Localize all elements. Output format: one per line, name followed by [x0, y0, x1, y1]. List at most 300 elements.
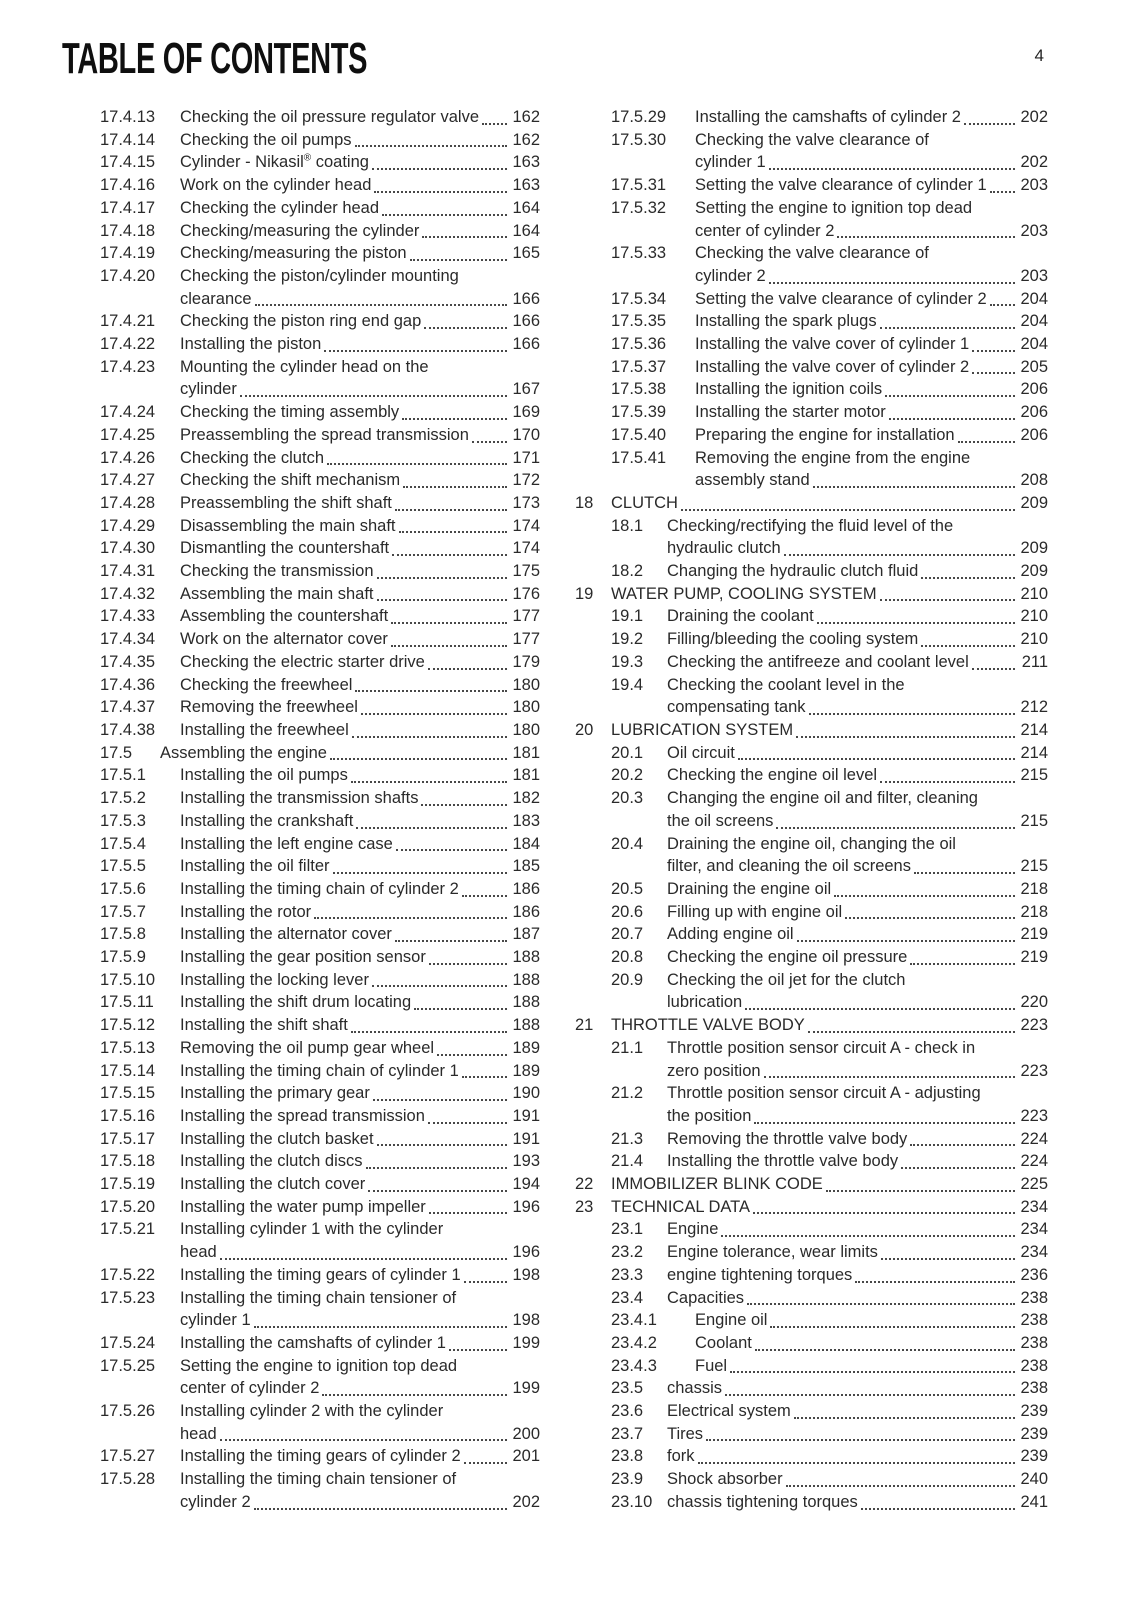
- toc-entry-page: 170: [512, 425, 540, 444]
- toc-entry-title: Installing the gear position sensor: [180, 948, 426, 967]
- toc-entry: [100, 651, 540, 674]
- dot-leader: [482, 106, 507, 125]
- toc-entry: [575, 787, 1048, 832]
- toc-entry: [100, 515, 540, 538]
- toc-entry-title: Checking the clutch: [180, 448, 324, 467]
- toc-entry-page: 198: [512, 1265, 540, 1284]
- toc-entry-page: 164: [512, 198, 540, 217]
- toc-entry-title: zero position: [667, 1061, 761, 1080]
- toc-entry-page: 174: [512, 539, 540, 558]
- toc-entry-title: Installing the timing chain of cylinder 1: [180, 1061, 459, 1080]
- toc-entry-title: Installing the valve cover of cylinder 1: [695, 335, 970, 354]
- toc-entry-page: 238: [1020, 1379, 1048, 1398]
- dot-leader: [449, 1332, 507, 1351]
- dot-leader: [808, 1014, 1015, 1033]
- toc-entry-page: 175: [512, 562, 540, 581]
- toc-entry-title: Installing the clutch basket: [180, 1129, 374, 1148]
- dot-leader: [826, 1173, 1015, 1192]
- dot-leader: [396, 833, 507, 852]
- toc-entry: [100, 674, 540, 697]
- toc-entry-page: 209: [1020, 562, 1048, 581]
- toc-entry-page: 203: [1020, 221, 1048, 240]
- dot-leader: [764, 1060, 1015, 1079]
- toc-entry-title-line: Checking the valve clearance of: [695, 244, 929, 263]
- toc-entry-title-line: Checking the coolant level in the: [667, 675, 905, 694]
- toc-entry-title: Checking the antifreeze and coolant level: [667, 652, 969, 671]
- dot-leader: [958, 424, 1015, 443]
- toc-entry-page: 214: [1020, 743, 1048, 762]
- toc-entry-number: 20.6: [611, 902, 644, 921]
- toc-entry-page: 165: [512, 244, 540, 263]
- toc-entry-number: 23.9: [611, 1470, 644, 1489]
- toc-entry-title: Cylinder - Nikasil® coating: [180, 152, 369, 172]
- toc-entry-page: 177: [512, 607, 540, 626]
- toc-entry: [575, 946, 1048, 969]
- dot-leader: [333, 855, 508, 874]
- toc-entry: [100, 696, 540, 719]
- toc-entry-title: Coolant: [695, 1333, 752, 1352]
- toc-entry-number: 23.1: [611, 1220, 644, 1239]
- toc-entry-title: Disassembling the main shaft: [180, 516, 396, 535]
- toc-entry-number: 17.4.24: [100, 403, 156, 422]
- toc-entry-number: 17.5: [100, 743, 133, 762]
- dot-leader: [352, 719, 507, 738]
- dot-leader: [910, 946, 1015, 965]
- toc-entry-title: Installing the alternator cover: [180, 925, 392, 944]
- toc-entry-number: 17.4.13: [100, 108, 156, 126]
- toc-entry-page: 186: [512, 902, 540, 921]
- toc-entry-title-line: Checking the piston/cylinder mounting: [180, 266, 459, 285]
- dot-leader: [254, 1491, 507, 1510]
- toc-entry: [575, 1037, 1048, 1082]
- toc-entry-title: Filling/bleeding the cooling system: [667, 630, 919, 649]
- toc-entry-title: Installing the spread transmission: [180, 1106, 425, 1125]
- toc-entry-page: 174: [512, 516, 540, 535]
- toc-entry-title-line: Checking the oil jet for the clutch: [667, 970, 906, 989]
- toc-entry-title: cylinder 1: [180, 1311, 251, 1330]
- toc-entry-page: 238: [1020, 1288, 1048, 1307]
- toc-entry-page: 199: [512, 1333, 540, 1352]
- toc-entry-page: 188: [512, 948, 540, 967]
- toc-entry-title: Checking the oil pumps: [180, 130, 352, 149]
- toc-entry-page: 190: [512, 1084, 540, 1103]
- toc-entry-page: 234: [1020, 1220, 1048, 1239]
- toc-entry-title: Checking the piston ring end gap: [180, 312, 422, 331]
- toc-entry: [100, 174, 540, 197]
- toc-entry-page: 162: [512, 130, 540, 149]
- toc-entry: [575, 605, 1048, 628]
- toc-entry: [100, 1264, 540, 1287]
- toc-entry-page: 166: [512, 335, 540, 354]
- toc-entry-page: 180: [512, 698, 540, 717]
- toc-entry: [100, 356, 540, 401]
- toc-entry-title: Installing the timing gears of cylinder 1: [180, 1265, 461, 1284]
- toc-entry: [100, 742, 540, 765]
- toc-entry-title-line: Setting the engine to ignition top dead: [180, 1356, 458, 1375]
- toc-entry: [100, 1218, 540, 1263]
- toc-entry-page: 225: [1020, 1175, 1048, 1194]
- toc-entry-page: 214: [1020, 720, 1048, 739]
- toc-entry-page: 180: [512, 720, 540, 739]
- toc-entry-number: 17.4.19: [100, 244, 156, 263]
- dot-leader: [914, 855, 1015, 874]
- toc-entry: [100, 1014, 540, 1037]
- dot-leader: [366, 1150, 507, 1169]
- toc-entry: [100, 1355, 540, 1400]
- toc-entry-title: head: [180, 1243, 217, 1262]
- toc-entry-title: Installing the ignition coils: [695, 380, 883, 399]
- toc-entry: [575, 378, 1048, 401]
- toc-entry-page: 205: [1020, 357, 1048, 376]
- toc-entry-number: 18.2: [611, 562, 644, 581]
- toc-entry-title-line: Installing the timing chain tensioner of: [180, 1288, 457, 1307]
- toc-entry-title: engine tightening torques: [667, 1265, 853, 1284]
- toc-entry-page: 188: [512, 970, 540, 989]
- toc-entry-page: 181: [512, 743, 540, 762]
- dot-leader: [372, 151, 507, 170]
- toc-entry-number: 17.4.17: [100, 198, 156, 217]
- toc-entry-number: 17.5.28: [100, 1470, 156, 1489]
- toc-entry-title: head: [180, 1424, 217, 1443]
- toc-entry-title: Checking the freewheel: [180, 675, 353, 694]
- dot-leader: [429, 946, 507, 965]
- toc-entry-number: 17.5.29: [611, 108, 667, 126]
- toc-entry-number: 17.5.11: [100, 993, 154, 1012]
- toc-entry-page: 202: [1020, 108, 1048, 126]
- dot-leader: [796, 719, 1015, 738]
- toc-entry-page: 223: [1020, 1106, 1048, 1125]
- dot-leader: [395, 492, 507, 511]
- toc-entry-number: 17.5.20: [100, 1197, 156, 1216]
- toc-entry: [575, 242, 1048, 287]
- toc-entry-number: 23.2: [611, 1243, 644, 1262]
- toc-entry-page: 169: [512, 403, 540, 422]
- dot-leader: [355, 674, 507, 693]
- page-number: 4: [1034, 46, 1044, 65]
- toc-entry-page: 173: [512, 493, 540, 512]
- toc-entry-page: 163: [512, 153, 540, 172]
- toc-entry-number: 17.4.14: [100, 130, 156, 149]
- toc-entry-title-line: Installing cylinder 1 with the cylinder: [180, 1220, 444, 1239]
- dot-leader: [351, 764, 507, 783]
- toc-entry-page: 240: [1020, 1470, 1048, 1489]
- toc-entry-number: 23.4.3: [611, 1356, 657, 1375]
- dot-leader: [421, 787, 507, 806]
- toc-entry-title: filter, and cleaning the oil screens: [667, 857, 911, 876]
- dot-leader: [837, 220, 1015, 239]
- toc-entry-number: 23: [575, 1197, 594, 1216]
- toc-entry-number: 23.4.2: [611, 1333, 657, 1352]
- toc-entry-page: 171: [512, 448, 540, 467]
- dot-leader: [910, 1128, 1015, 1147]
- toc-entry-number: 17.4.21: [100, 312, 156, 331]
- toc-entry-title: WATER PUMP, COOLING SYSTEM: [611, 584, 877, 603]
- toc-entry-number: 17.4.36: [100, 675, 156, 694]
- toc-entry-number: 23.3: [611, 1265, 644, 1284]
- toc-entry-page: 176: [512, 584, 540, 603]
- toc-entry-title: Removing the oil pump gear wheel: [180, 1038, 435, 1057]
- toc-entry-title: center of cylinder 2: [180, 1379, 320, 1398]
- toc-entry: [100, 1060, 540, 1083]
- toc-entry: [575, 1264, 1048, 1287]
- toc-entry-page: 201: [512, 1447, 540, 1466]
- toc-entry: [100, 151, 540, 174]
- toc-entry-page: 239: [1020, 1424, 1048, 1443]
- toc-entry: [100, 833, 540, 856]
- dot-leader: [314, 901, 507, 920]
- toc-entry-page: 204: [1020, 335, 1048, 354]
- dot-leader: [382, 197, 507, 216]
- toc-entry-title: Installing the timing chain of cylinder 2: [180, 879, 459, 898]
- toc-entry-page: 209: [1020, 493, 1048, 512]
- toc-entry-number: 17.5.14: [100, 1061, 156, 1080]
- dot-leader: [377, 1128, 507, 1147]
- toc-entry-title: Installing the shift shaft: [180, 1016, 348, 1035]
- toc-entry: [575, 1491, 1048, 1514]
- dot-leader: [753, 1196, 1015, 1215]
- dot-leader: [322, 1377, 507, 1396]
- toc-entry-number: 21.2: [611, 1084, 644, 1103]
- toc-entry-number: 20: [575, 720, 594, 739]
- toc-entry-title: Installing the starter motor: [695, 403, 886, 422]
- toc-entry-title: chassis tightening torques: [667, 1492, 858, 1511]
- dot-leader: [220, 1241, 507, 1260]
- toc-entry-number: 20.4: [611, 834, 644, 853]
- registered-trademark-symbol: ®: [303, 152, 312, 164]
- toc-entry-number: 17.5.32: [611, 198, 667, 217]
- toc-entry-title: Installing the piston: [180, 335, 322, 354]
- toc-entry-page: 204: [1020, 312, 1048, 331]
- toc-entry: [575, 447, 1048, 492]
- toc-entry-title: Installing the clutch cover: [180, 1175, 366, 1194]
- toc-entry-title: Checking the engine oil level: [667, 766, 878, 785]
- toc-entry-number: 19: [575, 584, 594, 603]
- toc-entry-title: Installing the spark plugs: [695, 312, 877, 331]
- dot-leader: [990, 288, 1015, 307]
- toc-entry-number: 17.4.29: [100, 516, 156, 535]
- toc-entry-number: 17.5.41: [611, 448, 667, 467]
- dot-leader: [681, 492, 1015, 511]
- toc-entry-page: 196: [512, 1243, 540, 1262]
- toc-column-right: [575, 106, 1048, 1514]
- toc-entry: [575, 969, 1048, 1014]
- toc-entry-number: 19.4: [611, 675, 644, 694]
- toc-entry: [100, 469, 540, 492]
- dot-leader: [402, 401, 507, 420]
- dot-leader: [399, 515, 507, 534]
- toc-entry-number: 17.5.6: [100, 879, 146, 898]
- toc-entry-number: 19.2: [611, 630, 644, 649]
- toc-entry-title-line: Draining the engine oil, changing the oil: [667, 834, 956, 853]
- toc-entry-page: 206: [1020, 403, 1048, 422]
- toc-entry-page: 203: [1020, 266, 1048, 285]
- dot-leader: [747, 1287, 1015, 1306]
- toc-entry-number: 23.4: [611, 1288, 644, 1307]
- dot-leader: [730, 1355, 1015, 1374]
- toc-entry: [100, 923, 540, 946]
- toc-entry-number: 17.5.25: [100, 1356, 156, 1375]
- toc-entry-number: 17.5.19: [100, 1175, 156, 1194]
- toc-entry-title: the oil screens: [667, 811, 774, 830]
- toc-entry-page: 191: [512, 1129, 540, 1148]
- toc-entry-page: 185: [512, 857, 540, 876]
- toc-entry: [575, 1355, 1048, 1378]
- toc-entry-number: 17.4.28: [100, 493, 156, 512]
- toc-entry: [575, 742, 1048, 765]
- toc-entry: [575, 1445, 1048, 1468]
- toc-column-left: [100, 106, 540, 1514]
- toc-entry-title: Installing the throttle valve body: [667, 1152, 899, 1171]
- toc-entry-number: 23.4.1: [611, 1311, 657, 1330]
- toc-entry-title: cylinder 2: [695, 266, 766, 285]
- toc-entry-page: 188: [512, 993, 540, 1012]
- toc-entry-title-line: Mounting the cylinder head on the: [180, 357, 429, 376]
- toc-entry: [575, 878, 1048, 901]
- dot-leader: [351, 1014, 507, 1033]
- toc-entry: [100, 1128, 540, 1151]
- dot-leader: [377, 560, 507, 579]
- toc-entry-number: 17.5.33: [611, 244, 667, 263]
- toc-entry-page: 191: [512, 1106, 540, 1125]
- toc-entry: [100, 560, 540, 583]
- dot-leader: [813, 469, 1015, 488]
- toc-entry-title-line: Changing the engine oil and filter, cleaning: [667, 789, 978, 808]
- toc-entry-page: 234: [1020, 1197, 1048, 1216]
- toc-entry: [575, 1309, 1048, 1332]
- toc-entry-page: 187: [512, 925, 540, 944]
- toc-entry-number: 17.4.16: [100, 176, 156, 195]
- toc-entry: [575, 674, 1048, 719]
- dot-leader: [972, 333, 1015, 352]
- toc-entry-title-line: Throttle position sensor circuit A - adjusting: [667, 1084, 981, 1103]
- dot-leader: [880, 764, 1015, 783]
- toc-entry-number: 17.4.18: [100, 221, 156, 240]
- toc-entry: [575, 1400, 1048, 1423]
- toc-entry-number: 17.5.31: [611, 176, 667, 195]
- toc-entry: [100, 129, 540, 152]
- toc-entry: [575, 310, 1048, 333]
- toc-entry-number: 17.5.7: [100, 902, 146, 921]
- toc-entry-page: 220: [1020, 993, 1048, 1012]
- toc-entry: [100, 447, 540, 470]
- page-title: TABLE OF CONTENTS: [62, 34, 368, 83]
- toc-entry: [575, 651, 1048, 674]
- toc-entry-title: the position: [667, 1106, 752, 1125]
- toc-entry: [100, 764, 540, 787]
- toc-entry-number: 17.4.33: [100, 607, 156, 626]
- toc-entry-number: 17.4.20: [100, 266, 156, 285]
- toc-entry-number: 23.7: [611, 1424, 644, 1443]
- toc-entry-title: LUBRICATION SYSTEM: [611, 720, 794, 739]
- toc-entry: [575, 401, 1048, 424]
- dot-leader: [403, 469, 507, 488]
- toc-entry: [575, 560, 1048, 583]
- dot-leader: [428, 651, 507, 670]
- dot-leader: [462, 1060, 507, 1079]
- toc-entry-title: Checking/measuring the piston: [180, 244, 407, 263]
- dot-leader: [324, 333, 507, 352]
- toc-entry-title: Installing the crankshaft: [180, 811, 354, 830]
- toc-entry: [575, 1241, 1048, 1264]
- toc-entry-title: Installing the transmission shafts: [180, 789, 419, 808]
- toc-entry-number: 17.5.15: [100, 1084, 156, 1103]
- toc-entry-page: 204: [1020, 289, 1048, 308]
- toc-entry-number: 20.9: [611, 970, 644, 989]
- toc-entry-title: cylinder 2: [180, 1492, 251, 1511]
- toc-entry-number: 19.1: [611, 607, 644, 626]
- toc-entry: [575, 1196, 1048, 1219]
- dot-leader: [240, 378, 507, 397]
- toc-entry-page: 202: [512, 1492, 540, 1511]
- toc-entry-title: Installing the valve cover of cylinder 2: [695, 357, 970, 376]
- toc-entry-page: 215: [1020, 857, 1048, 876]
- toc-entry-title: lubrication: [667, 993, 743, 1012]
- toc-entry-page: 203: [1020, 176, 1048, 195]
- toc-entry-page: 209: [1020, 539, 1048, 558]
- dot-leader: [881, 1241, 1015, 1260]
- toc-entry-number: 17.4.26: [100, 448, 156, 467]
- toc-entry-number: 18: [575, 493, 594, 512]
- toc-entry-number: 17.5.34: [611, 289, 667, 308]
- dot-leader: [990, 174, 1015, 193]
- toc-entry-number: 17.4.34: [100, 630, 156, 649]
- dot-leader: [429, 1196, 507, 1215]
- toc-entry-number: 17.5.2: [100, 789, 146, 808]
- toc-entry-page: 238: [1020, 1356, 1048, 1375]
- toc-entry: [100, 605, 540, 628]
- toc-entry-title: clearance: [180, 289, 252, 308]
- toc-entry-title: Checking the timing assembly: [180, 403, 400, 422]
- toc-entry-number: 17.5.22: [100, 1265, 156, 1284]
- toc-entry-title: Work on the cylinder head: [180, 176, 372, 195]
- toc-entry: [100, 492, 540, 515]
- toc-entry: [575, 424, 1048, 447]
- toc-entry-number: 17.5.35: [611, 312, 667, 331]
- toc-entry: [575, 901, 1048, 924]
- toc-entry-title: cylinder: [180, 380, 237, 399]
- dot-leader: [972, 651, 1015, 670]
- toc-entry-title: Installing the oil filter: [180, 857, 330, 876]
- toc-entry-number: 23.8: [611, 1447, 644, 1466]
- toc-entry-page: 177: [512, 630, 540, 649]
- toc-entry: [100, 946, 540, 969]
- toc-entry-number: 17.5.5: [100, 857, 146, 876]
- toc-entry-number: 17.4.32: [100, 584, 156, 603]
- toc-entry-page: 223: [1020, 1061, 1048, 1080]
- dot-leader: [254, 1309, 507, 1328]
- toc-entry-title-line: Checking/rectifying the fluid level of the: [667, 516, 954, 535]
- toc-entry-title: Installing the clutch discs: [180, 1152, 363, 1171]
- toc-entry-page: 182: [512, 789, 540, 808]
- dot-leader: [738, 742, 1015, 761]
- toc-entry-page: 162: [512, 108, 540, 126]
- toc-entry: [575, 1287, 1048, 1310]
- toc-entry-page: 206: [1020, 425, 1048, 444]
- toc-entry-title: Installing the timing gears of cylinder 2: [180, 1447, 461, 1466]
- toc-entry-title: Assembling the main shaft: [180, 584, 374, 603]
- toc-entry-title: compensating tank: [667, 698, 806, 717]
- toc-entry-number: 17.4.25: [100, 425, 156, 444]
- toc-entry: [575, 1468, 1048, 1491]
- toc-entry: [575, 333, 1048, 356]
- toc-entry-title-line: Installing the timing chain tensioner of: [180, 1470, 457, 1489]
- toc-entry-title: Checking the electric starter drive: [180, 652, 425, 671]
- dot-leader: [356, 810, 507, 829]
- dot-leader: [809, 696, 1015, 715]
- dot-leader: [391, 605, 507, 624]
- dot-leader: [845, 901, 1015, 920]
- toc-entry: [100, 855, 540, 878]
